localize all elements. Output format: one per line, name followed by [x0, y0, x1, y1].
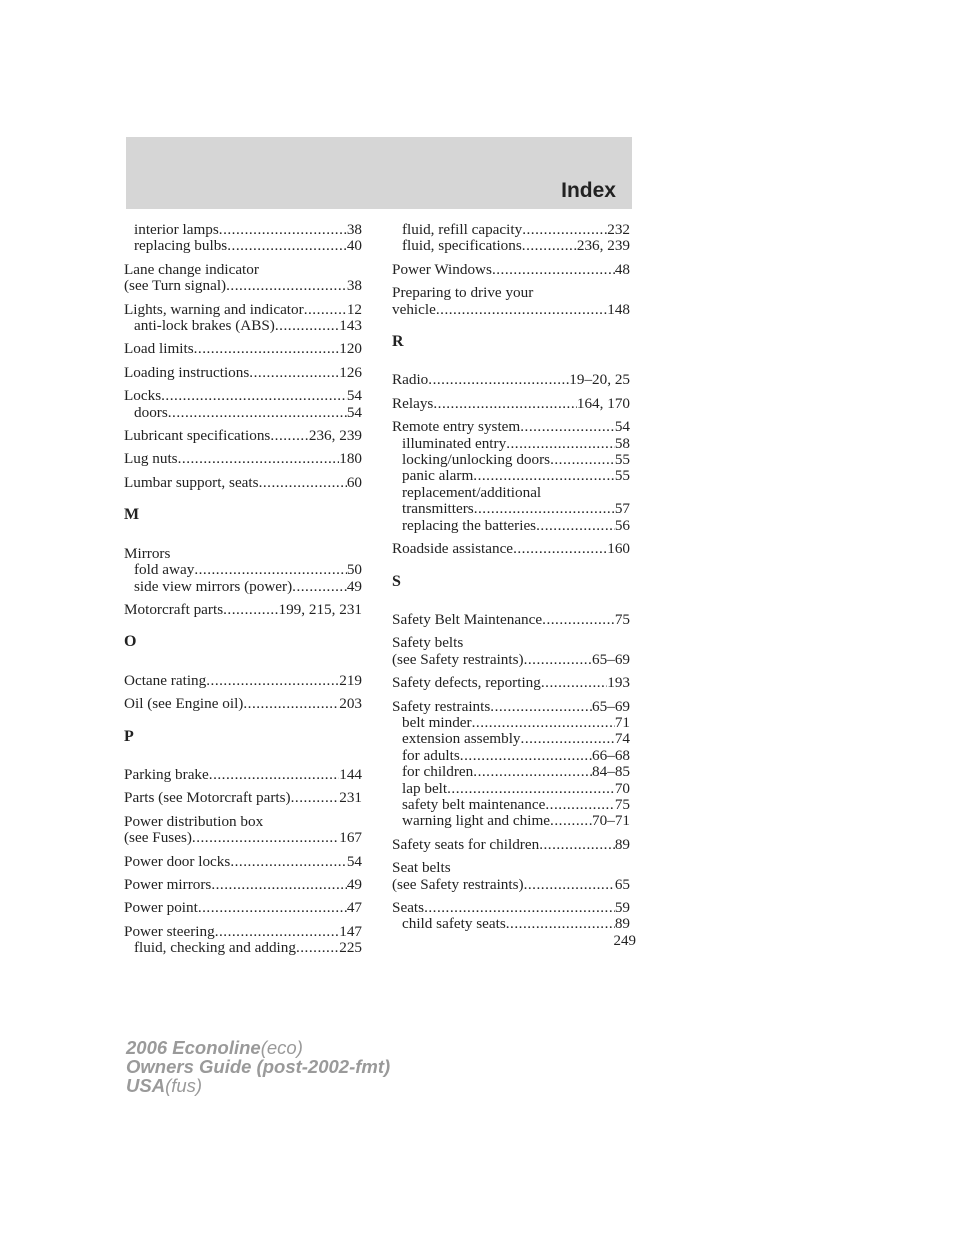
entry-term: fluid, specifications	[402, 238, 522, 255]
dot-leader	[447, 781, 615, 797]
entry-term: Lubricant specifications	[124, 428, 271, 445]
index-subentry	[392, 764, 630, 780]
index-entry	[392, 612, 630, 628]
index-subentry	[392, 222, 630, 238]
entry-page-ref: 70	[614, 780, 630, 797]
entry-page-ref: 59	[614, 900, 630, 916]
dot-leader	[436, 302, 607, 318]
index-subentry	[392, 748, 630, 764]
dot-leader	[550, 452, 615, 468]
index-entry-line	[124, 830, 362, 846]
entry-term: (see Safety restraints)	[392, 651, 524, 668]
index-subentry	[124, 562, 362, 578]
index-subentry	[392, 813, 630, 829]
dot-leader	[506, 916, 615, 932]
index-entry-line	[392, 612, 630, 628]
entry-term: transmitters	[402, 501, 474, 518]
index-entry	[124, 365, 362, 381]
index-entry-line	[124, 854, 362, 870]
dot-leader	[520, 419, 615, 435]
dot-leader	[178, 451, 340, 467]
dot-leader	[542, 612, 615, 628]
entry-page-ref: 65	[614, 876, 630, 893]
dot-leader	[206, 673, 339, 689]
entry-term: illuminated entry	[402, 435, 507, 452]
index-entry-line	[124, 790, 362, 806]
entry-page-ref: 167	[339, 830, 362, 847]
index-entry	[124, 222, 362, 255]
dot-leader	[506, 436, 615, 452]
index-subentry	[392, 501, 630, 517]
dot-leader	[230, 854, 347, 870]
index-entry-line	[392, 900, 630, 916]
entry-page-ref: 74	[614, 731, 630, 748]
entry-page-ref: 49	[346, 876, 362, 893]
dot-leader	[473, 764, 592, 780]
entry-page-ref: 70–71	[592, 813, 630, 830]
index-entry-line	[124, 546, 362, 562]
entry-page-ref: 12	[346, 301, 362, 318]
index-subentry	[392, 518, 630, 534]
entry-page-ref: 38	[346, 222, 362, 238]
dot-leader	[492, 262, 615, 278]
index-entry-line	[392, 396, 630, 412]
entry-term: locking/unlocking doors	[402, 452, 551, 469]
index-entry-line	[392, 675, 630, 691]
index-entry	[124, 451, 362, 467]
index-column-right	[392, 222, 630, 940]
index-entry	[124, 790, 362, 806]
dot-leader	[424, 900, 615, 916]
index-entry-line	[392, 285, 630, 301]
entry-page-ref: 54	[346, 853, 362, 870]
footer-guide: Owners Guide (post-2002-fmt)	[126, 1056, 391, 1077]
index-entry	[392, 372, 630, 388]
dot-leader	[292, 579, 347, 595]
index-subentry	[392, 436, 630, 452]
footer-market-code: (fus)	[165, 1075, 203, 1096]
entry-page-ref: 55	[614, 468, 630, 485]
index-entry	[124, 924, 362, 957]
index-entry-line	[124, 302, 362, 318]
entry-term: safety belt maintenance	[402, 796, 546, 813]
entry-page-ref: 203	[339, 696, 362, 713]
dot-leader	[474, 501, 615, 517]
dot-leader	[226, 278, 347, 294]
dot-leader	[539, 837, 615, 853]
index-entry	[392, 900, 630, 933]
entry-page-ref: 75	[614, 611, 630, 628]
entry-term: Radio	[392, 372, 429, 389]
dot-leader	[194, 562, 347, 578]
entry-term: Lumbar support, seats	[124, 474, 259, 491]
dot-leader	[209, 767, 339, 783]
entry-page-ref: 199, 215, 231	[278, 601, 362, 618]
entry-page-ref: 54	[346, 404, 362, 421]
footer-line-2	[126, 1057, 390, 1076]
entry-term: Parking brake	[124, 766, 209, 783]
index-subentry	[392, 485, 630, 501]
index-entry	[392, 837, 630, 853]
entry-page-ref: 193	[607, 675, 630, 692]
entry-page-ref: 236, 239	[308, 428, 362, 445]
entry-page-ref: 236, 239	[576, 238, 630, 255]
entry-term: Power Windows	[392, 261, 492, 278]
entry-page-ref: 147	[339, 923, 362, 940]
dot-leader	[219, 222, 347, 238]
entry-page-ref: 180	[339, 451, 362, 468]
entry-term: Lights, warning and indicator	[124, 301, 304, 318]
entry-page-ref: 48	[614, 261, 630, 278]
entry-term: child safety seats	[402, 916, 506, 933]
index-entry	[124, 767, 362, 783]
dot-leader	[522, 238, 577, 254]
index-entry	[124, 302, 362, 335]
dot-leader	[215, 924, 340, 940]
index-entry-line	[392, 837, 630, 853]
index-entry-line	[392, 302, 630, 318]
entry-term: replacing the batteries	[402, 517, 537, 534]
entry-term: Mirrors	[124, 545, 171, 562]
dot-leader	[243, 696, 339, 712]
dot-leader	[275, 318, 339, 334]
entry-page-ref: 75	[614, 796, 630, 813]
entry-term: panic alarm	[402, 468, 474, 485]
entry-term: Power steering	[124, 923, 215, 940]
entry-term: Parts (see Motorcraft parts)	[124, 790, 291, 807]
dot-leader	[192, 830, 339, 846]
entry-page-ref: 148	[607, 301, 630, 318]
entry-term: Lug nuts	[124, 451, 178, 468]
index-letter-heading: P	[124, 727, 134, 745]
dot-leader	[428, 372, 569, 388]
dot-leader	[223, 602, 278, 618]
index-entry	[124, 877, 362, 893]
index-entry-line	[392, 262, 630, 278]
index-subentry	[392, 916, 630, 932]
entry-page-ref: 47	[346, 900, 362, 917]
index-entry	[124, 546, 362, 595]
index-entry-line	[124, 341, 362, 357]
entry-page-ref: 54	[614, 419, 630, 436]
dot-leader	[304, 302, 347, 318]
entry-term: Seat belts	[392, 860, 451, 877]
entry-term: Safety defects, reporting	[392, 675, 541, 692]
entry-term: Loading instructions	[124, 364, 250, 381]
index-letter-heading: O	[124, 633, 137, 651]
entry-term: Power point	[124, 900, 198, 917]
entry-page-ref: 89	[614, 916, 630, 933]
entry-term: for children	[402, 764, 474, 781]
index-entry-line	[392, 635, 630, 651]
entry-page-ref: 84–85	[592, 764, 630, 781]
index-subentry	[392, 781, 630, 797]
entry-term: Power mirrors	[124, 876, 212, 893]
entry-page-ref: 40	[346, 238, 362, 255]
entry-page-ref: 71	[614, 714, 630, 731]
index-entry	[392, 541, 630, 557]
index-subentry	[392, 715, 630, 731]
dot-leader	[296, 940, 339, 956]
entry-term: Preparing to drive your	[392, 285, 534, 302]
entry-page-ref: 65–69	[592, 698, 630, 715]
entry-page-ref: 57	[614, 501, 630, 518]
entry-page-ref: 60	[346, 474, 362, 491]
index-entry-line	[124, 924, 362, 940]
entry-page-ref: 232	[607, 222, 630, 238]
entry-page-ref: 126	[339, 364, 362, 381]
entry-term: Power door locks	[124, 853, 231, 870]
entry-term: fluid, checking and adding	[134, 940, 296, 957]
index-entry	[392, 262, 630, 278]
index-entry-line	[392, 860, 630, 876]
index-entry-line	[392, 877, 630, 893]
index-subentry	[392, 468, 630, 484]
footer-line-3	[126, 1076, 390, 1095]
entry-term: replacement/additional	[402, 484, 542, 501]
dot-leader	[433, 396, 577, 412]
entry-term: (see Turn signal)	[124, 278, 227, 295]
index-entry-line	[124, 877, 362, 893]
index-entry-line	[124, 278, 362, 294]
index-letter-heading: S	[392, 572, 401, 590]
entry-term: (see Fuses)	[124, 830, 192, 847]
index-subentry	[392, 797, 630, 813]
dot-leader	[291, 790, 340, 806]
index-entry-line	[124, 900, 362, 916]
footer-line-1	[126, 1038, 390, 1057]
dot-leader	[545, 797, 614, 813]
entry-term: Oil (see Engine oil)	[124, 696, 244, 713]
index-entry-line	[124, 262, 362, 278]
entry-term: Motorcraft parts	[124, 601, 224, 618]
index-entry	[124, 475, 362, 491]
header-band	[126, 137, 632, 209]
entry-page-ref: 38	[346, 278, 362, 295]
index-entry-line	[392, 372, 630, 388]
index-entry-line	[392, 419, 630, 435]
index-entry	[124, 854, 362, 870]
index-subentry	[124, 940, 362, 956]
index-entry-line	[124, 767, 362, 783]
dot-leader	[522, 222, 607, 238]
index-entry	[124, 388, 362, 421]
index-entry-line	[124, 428, 362, 444]
dot-leader	[259, 475, 347, 491]
entry-term: Power distribution box	[124, 813, 264, 830]
dot-leader	[168, 405, 347, 421]
entry-term: replacing bulbs	[134, 238, 228, 255]
entry-term: Lane change indicator	[124, 261, 259, 278]
dot-leader	[521, 731, 615, 747]
dot-leader	[490, 699, 592, 715]
page-number: 249	[613, 933, 636, 949]
entry-page-ref: 66–68	[592, 747, 630, 764]
entry-term: side view mirrors (power)	[134, 578, 293, 595]
index-entry-line	[124, 673, 362, 689]
entry-page-ref: 225	[339, 940, 362, 957]
entry-term: belt minder	[402, 714, 472, 731]
entry-page-ref: 164, 170	[576, 395, 630, 412]
index-entry	[392, 419, 630, 534]
footer-code: (eco)	[260, 1037, 303, 1058]
entry-term: Remote entry system	[392, 419, 521, 436]
index-entry-line	[392, 699, 630, 715]
index-subentry	[124, 405, 362, 421]
entry-term: warning light and chime	[402, 813, 551, 830]
dot-leader	[198, 900, 347, 916]
index-entry	[392, 860, 630, 893]
index-entry-line	[124, 388, 362, 404]
dot-leader	[536, 518, 615, 534]
dot-leader	[227, 238, 347, 254]
entry-term: doors	[134, 404, 168, 421]
index-entry	[392, 222, 630, 255]
entry-term: Load limits	[124, 341, 194, 358]
entry-page-ref: 55	[614, 452, 630, 469]
entry-term: Seats	[392, 900, 425, 916]
index-entry-line	[392, 541, 630, 557]
index-entry	[124, 428, 362, 444]
index-entry	[124, 673, 362, 689]
dot-leader	[550, 813, 592, 829]
entry-term: vehicle	[392, 301, 436, 318]
entry-term: Safety belts	[392, 635, 464, 652]
dot-leader	[460, 748, 592, 764]
index-entry-line	[124, 475, 362, 491]
dot-leader	[249, 365, 339, 381]
index-entry	[124, 341, 362, 357]
index-entry	[392, 675, 630, 691]
entry-term: Locks	[124, 388, 162, 405]
entry-page-ref: 144	[339, 766, 362, 783]
index-entry	[124, 262, 362, 295]
entry-term: anti-lock brakes (ABS)	[134, 318, 275, 335]
entry-term: interior lamps	[134, 222, 219, 238]
entry-page-ref: 50	[346, 562, 362, 579]
index-entry-line	[392, 652, 630, 668]
dot-leader	[472, 715, 615, 731]
dot-leader	[524, 877, 615, 893]
index-entry-line	[124, 602, 362, 618]
entry-term: extension assembly	[402, 731, 521, 748]
index-entry	[392, 699, 630, 830]
dot-leader	[194, 341, 340, 357]
entry-page-ref: 143	[339, 318, 362, 335]
index-subentry	[392, 238, 630, 254]
entry-page-ref: 49	[346, 578, 362, 595]
entry-term: Octane rating	[124, 672, 207, 689]
dot-leader	[211, 877, 346, 893]
entry-page-ref: 219	[339, 672, 362, 689]
index-entry	[124, 900, 362, 916]
entry-term: Relays	[392, 395, 434, 412]
entry-page-ref: 65–69	[592, 651, 630, 668]
index-subentry	[124, 579, 362, 595]
entry-term: Safety seats for children	[392, 836, 540, 853]
index-entry-line	[124, 814, 362, 830]
entry-term: Safety restraints	[392, 698, 491, 715]
entry-page-ref: 54	[346, 388, 362, 405]
entry-page-ref: 19–20, 25	[569, 372, 630, 389]
index-subentry	[124, 238, 362, 254]
index-entry	[124, 696, 362, 712]
entry-term: fold away	[134, 562, 195, 579]
entry-page-ref: 120	[339, 341, 362, 358]
index-subentry	[392, 452, 630, 468]
index-entry	[392, 635, 630, 668]
index-entry-line	[124, 365, 362, 381]
page-title: Index	[561, 179, 616, 202]
index-subentry	[124, 222, 362, 238]
entry-page-ref: 56	[614, 517, 630, 534]
footer	[126, 1038, 390, 1095]
entry-term: Roadside assistance	[392, 541, 514, 558]
footer-market: USA	[126, 1075, 166, 1096]
dot-leader	[270, 428, 309, 444]
index-subentry	[392, 731, 630, 747]
index-letter-heading: R	[392, 333, 404, 351]
entry-term: (see Safety restraints)	[392, 876, 524, 893]
entry-page-ref: 89	[614, 836, 630, 853]
entry-page-ref: 231	[339, 790, 362, 807]
index-entry	[392, 396, 630, 412]
dot-leader	[524, 652, 592, 668]
index-entry-line	[124, 696, 362, 712]
index-entry	[124, 814, 362, 847]
entry-term: lap belt	[402, 780, 448, 797]
entry-page-ref: 160	[607, 541, 630, 558]
dot-leader	[473, 468, 615, 484]
entry-page-ref: 58	[614, 435, 630, 452]
index-column-left	[124, 222, 362, 964]
dot-leader	[513, 541, 607, 557]
entry-term: Safety Belt Maintenance	[392, 611, 543, 628]
index-entry-line	[124, 451, 362, 467]
index-entry	[392, 285, 630, 318]
entry-term: fluid, refill capacity	[402, 222, 523, 238]
entry-term: for adults	[402, 747, 460, 764]
dot-leader	[541, 675, 607, 691]
footer-title: 2006 Econoline	[126, 1037, 261, 1058]
index-entry	[124, 602, 362, 618]
index-letter-heading: M	[124, 506, 140, 524]
index-subentry	[124, 318, 362, 334]
dot-leader	[161, 388, 347, 404]
